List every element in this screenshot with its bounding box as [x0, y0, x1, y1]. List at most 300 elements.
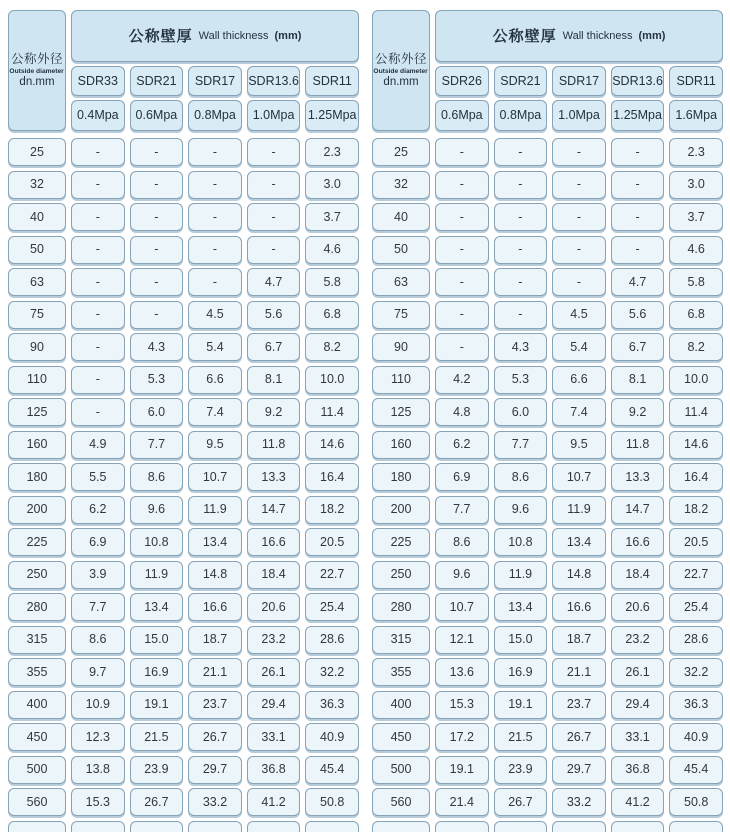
value-cell: 25.4	[305, 593, 359, 621]
value-cell: -	[247, 138, 301, 166]
value-cell: 41.2	[247, 788, 301, 816]
value-cell: 4.2	[435, 366, 489, 394]
value-cell: 8.2	[669, 333, 723, 361]
dn-cell: 50	[8, 236, 66, 264]
value-cell: 15.0	[130, 626, 184, 654]
value-cell: -	[552, 236, 606, 264]
value-cell: 10.0	[669, 366, 723, 394]
banner-title-en: Wall thickness	[198, 29, 269, 42]
value-cell: -	[188, 138, 242, 166]
pressure-label-cell: 0.8Mpa	[494, 100, 548, 131]
value-cell: 5.6	[247, 301, 301, 329]
value-cell: 16.6	[552, 593, 606, 621]
value-cell: 18.2	[305, 496, 359, 524]
value-cell: 7.7	[71, 593, 125, 621]
pressure-label-cell: 0.6Mpa	[435, 100, 489, 131]
value-cell: -	[611, 203, 665, 231]
dn-cell: 25	[372, 138, 430, 166]
value-cell: 14.7	[611, 496, 665, 524]
value-cell: 4.3	[130, 333, 184, 361]
corner-title-cn: 公称外径	[11, 52, 64, 66]
table-body-grid	[372, 138, 723, 832]
dn-cell: 400	[8, 691, 66, 719]
banner-unit: (mm)	[638, 29, 666, 42]
value-cell: 6.6	[552, 366, 606, 394]
value-cell: 9.6	[494, 496, 548, 524]
value-cell: 14.6	[305, 431, 359, 459]
value-cell: 4.6	[669, 236, 723, 264]
table-header-grid	[372, 10, 723, 131]
dn-cell: 225	[372, 528, 430, 556]
partial-clipped-cell	[669, 821, 723, 832]
value-cell: 36.3	[305, 691, 359, 719]
value-cell: 13.6	[435, 658, 489, 686]
value-cell: 13.3	[247, 463, 301, 491]
value-cell: 15.3	[435, 691, 489, 719]
dn-cell: 250	[372, 561, 430, 589]
value-cell: 36.3	[669, 691, 723, 719]
pressure-label-cell: 1.25Mpa	[305, 100, 359, 131]
dn-cell: 500	[8, 756, 66, 784]
value-cell: -	[130, 301, 184, 329]
value-cell: -	[188, 171, 242, 199]
value-cell: 6.0	[130, 398, 184, 426]
value-cell: 3.9	[71, 561, 125, 589]
partial-clipped-cell	[435, 821, 489, 832]
value-cell: -	[611, 171, 665, 199]
value-cell: 40.9	[669, 723, 723, 751]
value-cell: 21.1	[188, 658, 242, 686]
banner-unit: (mm)	[274, 29, 302, 42]
value-cell: 33.1	[247, 723, 301, 751]
value-cell: -	[435, 203, 489, 231]
value-cell: 23.2	[247, 626, 301, 654]
value-cell: -	[71, 333, 125, 361]
spec-table-left	[8, 10, 359, 832]
value-cell: 26.7	[494, 788, 548, 816]
value-cell: 29.7	[552, 756, 606, 784]
value-cell: 6.8	[669, 301, 723, 329]
value-cell: 13.4	[188, 528, 242, 556]
banner-title-cn: 公称壁厚	[492, 27, 557, 45]
value-cell: -	[130, 171, 184, 199]
value-cell: 7.7	[435, 496, 489, 524]
value-cell: -	[435, 301, 489, 329]
value-cell: 3.7	[305, 203, 359, 231]
value-cell: -	[130, 236, 184, 264]
value-cell: -	[130, 268, 184, 296]
value-cell: 4.5	[552, 301, 606, 329]
value-cell: 5.3	[130, 366, 184, 394]
value-cell: 6.8	[305, 301, 359, 329]
value-cell: 20.5	[305, 528, 359, 556]
dn-cell: 500	[372, 756, 430, 784]
value-cell: 23.7	[552, 691, 606, 719]
corner-title-cn: 公称外径	[375, 52, 428, 66]
value-cell: 9.2	[611, 398, 665, 426]
value-cell: 11.9	[188, 496, 242, 524]
sdr-label-cell: SDR11	[305, 66, 359, 96]
value-cell: 18.7	[188, 626, 242, 654]
dn-cell: 90	[372, 333, 430, 361]
value-cell: 8.6	[130, 463, 184, 491]
value-cell: -	[435, 268, 489, 296]
value-cell: 9.5	[188, 431, 242, 459]
dn-cell: 160	[8, 431, 66, 459]
value-cell: 11.8	[611, 431, 665, 459]
value-cell: 10.7	[435, 593, 489, 621]
partial-clipped-cell	[188, 821, 242, 832]
sdr-label-cell: SDR26	[435, 66, 489, 96]
dn-cell: 32	[372, 171, 430, 199]
value-cell: -	[71, 268, 125, 296]
value-cell: 32.2	[305, 658, 359, 686]
value-cell: 19.1	[435, 756, 489, 784]
value-cell: 7.4	[552, 398, 606, 426]
dn-cell: 315	[372, 626, 430, 654]
value-cell: 6.9	[71, 528, 125, 556]
dn-cell: 400	[372, 691, 430, 719]
dn-cell: 125	[372, 398, 430, 426]
spec-table-right	[372, 10, 723, 832]
value-cell: 6.0	[494, 398, 548, 426]
partial-clipped-cell	[8, 821, 66, 832]
pressure-label-cell: 1.6Mpa	[669, 100, 723, 131]
banner-title-cn: 公称壁厚	[128, 27, 193, 45]
value-cell: 21.5	[494, 723, 548, 751]
value-cell: -	[494, 301, 548, 329]
sdr-label-cell: SDR13.6	[611, 66, 665, 96]
value-cell: 33.2	[188, 788, 242, 816]
value-cell: 28.6	[305, 626, 359, 654]
value-cell: -	[611, 138, 665, 166]
value-cell: 6.6	[188, 366, 242, 394]
partial-clipped-cell	[71, 821, 125, 832]
value-cell: -	[71, 138, 125, 166]
value-cell: 11.4	[669, 398, 723, 426]
value-cell: 14.6	[669, 431, 723, 459]
value-cell: 10.8	[494, 528, 548, 556]
value-cell: -	[71, 236, 125, 264]
value-cell: 5.8	[669, 268, 723, 296]
corner-header-cell	[372, 10, 430, 131]
value-cell: 11.9	[552, 496, 606, 524]
value-cell: -	[552, 203, 606, 231]
value-cell: 40.9	[305, 723, 359, 751]
value-cell: -	[247, 203, 301, 231]
value-cell: 26.1	[611, 658, 665, 686]
value-cell: 16.6	[188, 593, 242, 621]
dn-cell: 560	[8, 788, 66, 816]
value-cell: 2.3	[669, 138, 723, 166]
value-cell: -	[435, 171, 489, 199]
value-cell: 33.1	[611, 723, 665, 751]
value-cell: 9.2	[247, 398, 301, 426]
value-cell: 4.5	[188, 301, 242, 329]
value-cell: 29.4	[611, 691, 665, 719]
value-cell: 32.2	[669, 658, 723, 686]
value-cell: 4.6	[305, 236, 359, 264]
value-cell: 8.6	[71, 626, 125, 654]
value-cell: 5.8	[305, 268, 359, 296]
value-cell: 13.4	[552, 528, 606, 556]
value-cell: 16.6	[247, 528, 301, 556]
value-cell: -	[71, 398, 125, 426]
value-cell: 16.6	[611, 528, 665, 556]
dn-cell: 63	[8, 268, 66, 296]
value-cell: -	[494, 268, 548, 296]
value-cell: 8.1	[611, 366, 665, 394]
value-cell: 20.6	[611, 593, 665, 621]
value-cell: 16.9	[130, 658, 184, 686]
value-cell: 21.4	[435, 788, 489, 816]
sdr-label-cell: SDR33	[71, 66, 125, 96]
corner-subtitle-en: Outside diameter	[9, 67, 65, 75]
value-cell: 4.9	[71, 431, 125, 459]
value-cell: 18.7	[552, 626, 606, 654]
dn-cell: 125	[8, 398, 66, 426]
value-cell: 19.1	[130, 691, 184, 719]
value-cell: 13.8	[71, 756, 125, 784]
value-cell: 10.9	[71, 691, 125, 719]
pressure-label-cell: 1.25Mpa	[611, 100, 665, 131]
value-cell: 18.4	[247, 561, 301, 589]
value-cell: 23.7	[188, 691, 242, 719]
value-cell: 4.3	[494, 333, 548, 361]
value-cell: 6.9	[435, 463, 489, 491]
value-cell: 19.1	[494, 691, 548, 719]
dn-cell: 110	[372, 366, 430, 394]
value-cell: -	[435, 333, 489, 361]
value-cell: 16.4	[305, 463, 359, 491]
value-cell: -	[552, 171, 606, 199]
partial-clipped-cell	[611, 821, 665, 832]
value-cell: 20.6	[247, 593, 301, 621]
partial-clipped-cell	[247, 821, 301, 832]
value-cell: 13.4	[494, 593, 548, 621]
dn-cell: 560	[372, 788, 430, 816]
value-cell: -	[247, 171, 301, 199]
dn-cell: 355	[8, 658, 66, 686]
value-cell: 5.6	[611, 301, 665, 329]
value-cell: 13.4	[130, 593, 184, 621]
sdr-label-cell: SDR17	[188, 66, 242, 96]
value-cell: 2.3	[305, 138, 359, 166]
table-header-grid	[8, 10, 359, 131]
value-cell: -	[494, 203, 548, 231]
value-cell: 5.5	[71, 463, 125, 491]
value-cell: 22.7	[305, 561, 359, 589]
value-cell: 26.7	[130, 788, 184, 816]
dn-cell: 25	[8, 138, 66, 166]
pressure-label-cell: 0.8Mpa	[188, 100, 242, 131]
partial-clipped-cell	[494, 821, 548, 832]
value-cell: 9.6	[435, 561, 489, 589]
value-cell: 18.2	[669, 496, 723, 524]
value-cell: -	[71, 301, 125, 329]
value-cell: 12.3	[71, 723, 125, 751]
value-cell: -	[552, 138, 606, 166]
value-cell: 21.1	[552, 658, 606, 686]
dn-cell: 40	[372, 203, 430, 231]
value-cell: 26.7	[188, 723, 242, 751]
pressure-label-cell: 1.0Mpa	[247, 100, 301, 131]
value-cell: 11.9	[130, 561, 184, 589]
corner-unit: dn.mm	[383, 75, 419, 88]
value-cell: 41.2	[611, 788, 665, 816]
dn-cell: 75	[372, 301, 430, 329]
dn-cell: 40	[8, 203, 66, 231]
corner-subtitle-en: Outside diameter	[373, 67, 429, 75]
value-cell: 14.8	[188, 561, 242, 589]
partial-clipped-cell	[305, 821, 359, 832]
value-cell: 4.7	[611, 268, 665, 296]
value-cell: 16.9	[494, 658, 548, 686]
value-cell: 4.7	[247, 268, 301, 296]
value-cell: 3.0	[305, 171, 359, 199]
dn-cell: 50	[372, 236, 430, 264]
value-cell: 6.2	[435, 431, 489, 459]
value-cell: 8.2	[305, 333, 359, 361]
value-cell: 11.4	[305, 398, 359, 426]
dn-cell: 110	[8, 366, 66, 394]
value-cell: 10.0	[305, 366, 359, 394]
value-cell: 5.4	[552, 333, 606, 361]
value-cell: 45.4	[669, 756, 723, 784]
value-cell: 26.7	[552, 723, 606, 751]
value-cell: 11.9	[494, 561, 548, 589]
value-cell: 7.7	[130, 431, 184, 459]
dn-cell: 355	[372, 658, 430, 686]
value-cell: -	[435, 138, 489, 166]
value-cell: 13.3	[611, 463, 665, 491]
dn-cell: 32	[8, 171, 66, 199]
dn-cell: 280	[8, 593, 66, 621]
value-cell: -	[494, 236, 548, 264]
banner-title-en: Wall thickness	[562, 29, 633, 42]
dn-cell: 180	[8, 463, 66, 491]
value-cell: -	[71, 203, 125, 231]
value-cell: 36.8	[611, 756, 665, 784]
dn-cell: 200	[8, 496, 66, 524]
value-cell: -	[247, 236, 301, 264]
dn-cell: 450	[8, 723, 66, 751]
value-cell: 23.9	[130, 756, 184, 784]
value-cell: -	[435, 236, 489, 264]
value-cell: 6.7	[247, 333, 301, 361]
dn-cell: 250	[8, 561, 66, 589]
value-cell: 6.7	[611, 333, 665, 361]
value-cell: 18.4	[611, 561, 665, 589]
value-cell: 36.8	[247, 756, 301, 784]
value-cell: 7.7	[494, 431, 548, 459]
value-cell: 9.7	[71, 658, 125, 686]
value-cell: 8.6	[435, 528, 489, 556]
pressure-label-cell: 0.6Mpa	[130, 100, 184, 131]
dn-cell: 90	[8, 333, 66, 361]
dn-cell: 280	[372, 593, 430, 621]
dn-cell: 63	[372, 268, 430, 296]
value-cell: -	[494, 171, 548, 199]
partial-clipped-cell	[552, 821, 606, 832]
wall-thickness-banner-cell	[435, 10, 723, 62]
sdr-label-cell: SDR21	[130, 66, 184, 96]
value-cell: 16.4	[669, 463, 723, 491]
dn-cell: 225	[8, 528, 66, 556]
value-cell: 50.8	[305, 788, 359, 816]
value-cell: 21.5	[130, 723, 184, 751]
value-cell: -	[130, 138, 184, 166]
value-cell: 4.8	[435, 398, 489, 426]
value-cell: 29.4	[247, 691, 301, 719]
partial-clipped-cell	[130, 821, 184, 832]
value-cell: -	[494, 138, 548, 166]
value-cell: -	[611, 236, 665, 264]
value-cell: 29.7	[188, 756, 242, 784]
value-cell: 23.9	[494, 756, 548, 784]
partial-clipped-cell	[372, 821, 430, 832]
value-cell: 12.1	[435, 626, 489, 654]
pressure-label-cell: 1.0Mpa	[552, 100, 606, 131]
value-cell: 15.3	[71, 788, 125, 816]
value-cell: 26.1	[247, 658, 301, 686]
value-cell: 28.6	[669, 626, 723, 654]
pressure-label-cell: 0.4Mpa	[71, 100, 125, 131]
value-cell: 20.5	[669, 528, 723, 556]
dn-cell: 75	[8, 301, 66, 329]
value-cell: 10.8	[130, 528, 184, 556]
value-cell: 14.7	[247, 496, 301, 524]
value-cell: -	[552, 268, 606, 296]
value-cell: 33.2	[552, 788, 606, 816]
value-cell: 10.7	[552, 463, 606, 491]
value-cell: 6.2	[71, 496, 125, 524]
value-cell: -	[71, 366, 125, 394]
value-cell: -	[188, 203, 242, 231]
value-cell: -	[130, 203, 184, 231]
sdr-label-cell: SDR17	[552, 66, 606, 96]
value-cell: 23.2	[611, 626, 665, 654]
corner-unit: dn.mm	[19, 75, 55, 88]
dn-cell: 200	[372, 496, 430, 524]
value-cell: 8.6	[494, 463, 548, 491]
value-cell: 5.4	[188, 333, 242, 361]
value-cell: 9.6	[130, 496, 184, 524]
sdr-label-cell: SDR21	[494, 66, 548, 96]
value-cell: 9.5	[552, 431, 606, 459]
value-cell: 45.4	[305, 756, 359, 784]
value-cell: 11.8	[247, 431, 301, 459]
value-cell: -	[71, 171, 125, 199]
value-cell: 50.8	[669, 788, 723, 816]
dn-cell: 450	[372, 723, 430, 751]
value-cell: 10.7	[188, 463, 242, 491]
value-cell: 25.4	[669, 593, 723, 621]
value-cell: 17.2	[435, 723, 489, 751]
sdr-label-cell: SDR11	[669, 66, 723, 96]
wall-thickness-banner-cell	[71, 10, 359, 62]
table-body-grid	[8, 138, 359, 832]
value-cell: 14.8	[552, 561, 606, 589]
value-cell: -	[188, 236, 242, 264]
corner-header-cell	[8, 10, 66, 131]
value-cell: 15.0	[494, 626, 548, 654]
dn-cell: 180	[372, 463, 430, 491]
value-cell: 7.4	[188, 398, 242, 426]
value-cell: -	[188, 268, 242, 296]
sdr-label-cell: SDR13.6	[247, 66, 301, 96]
value-cell: 5.3	[494, 366, 548, 394]
